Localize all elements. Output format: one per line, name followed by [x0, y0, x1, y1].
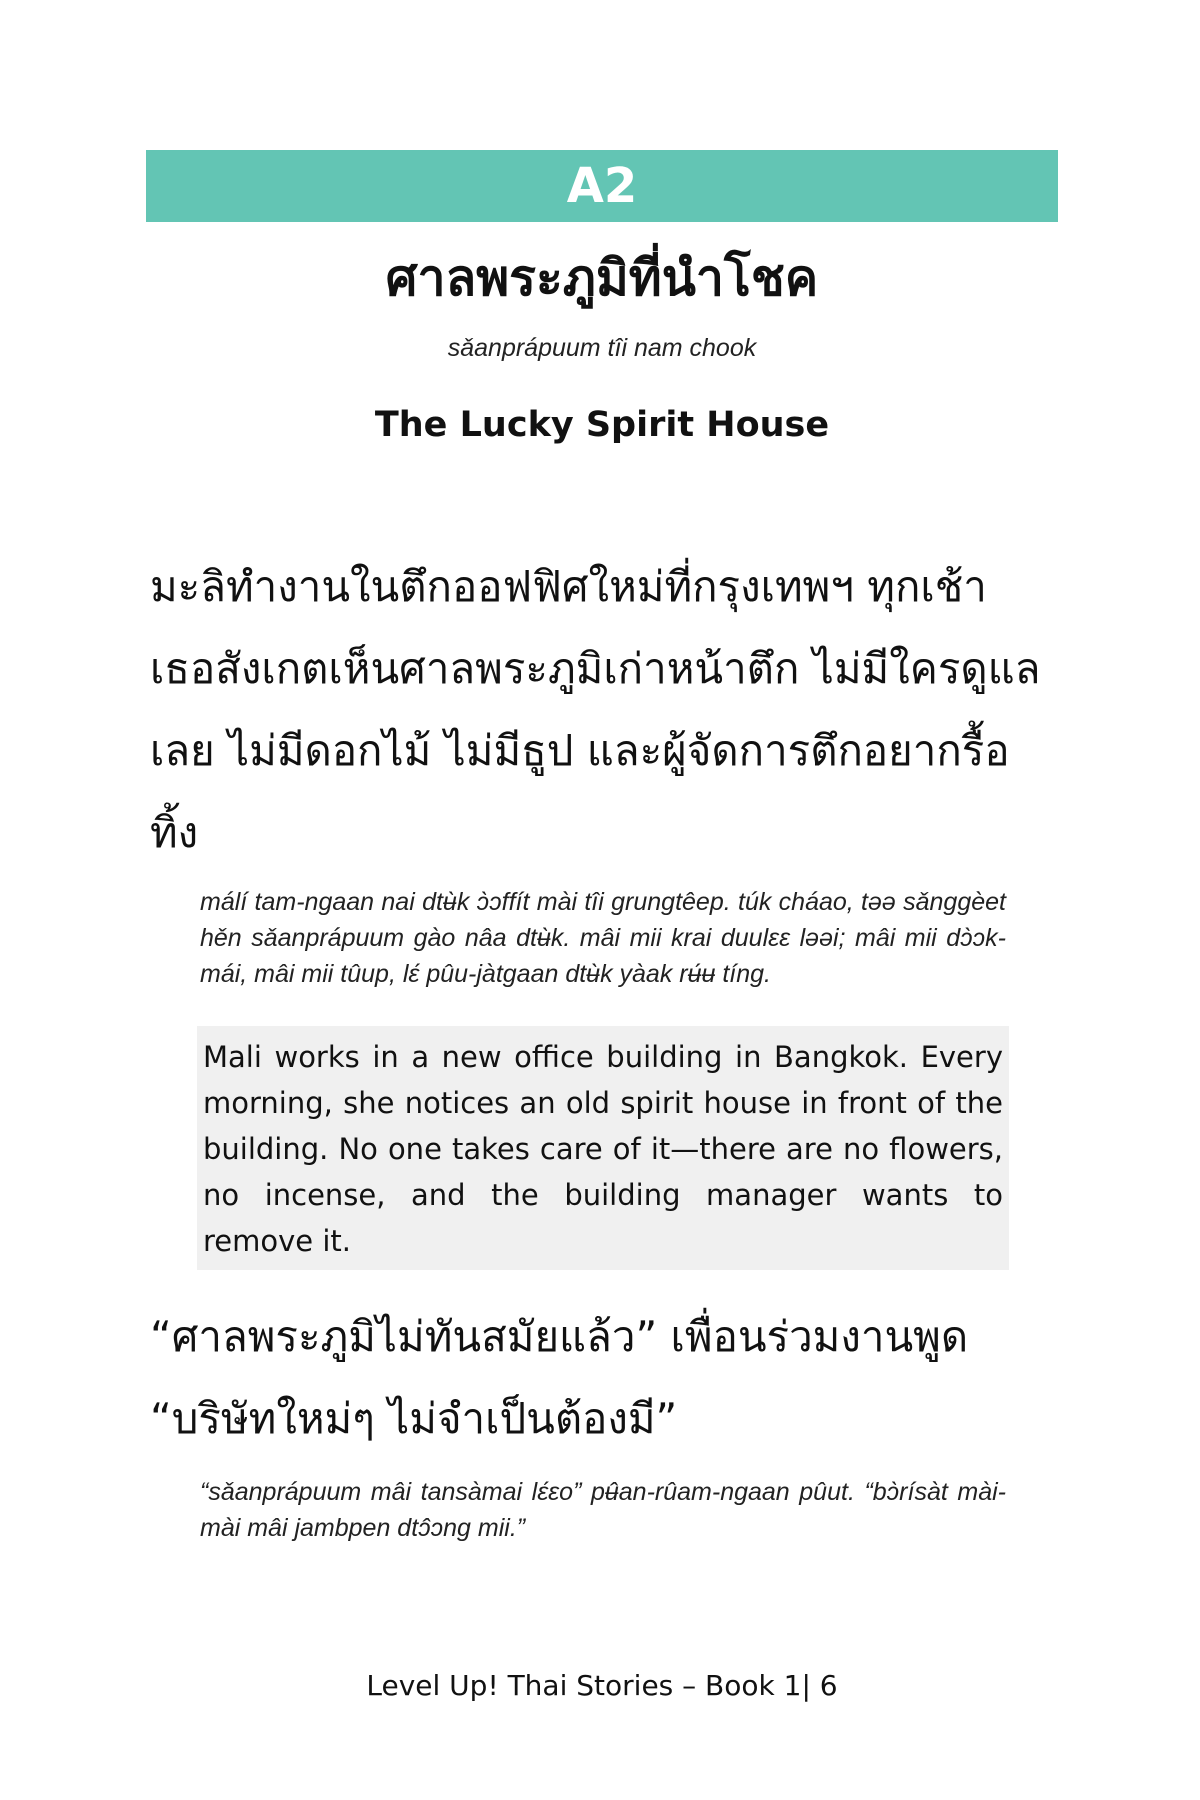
page-footer: Level Up! Thai Stories – Book 1| 6	[366, 1669, 838, 1702]
english-translation-box	[197, 1026, 1009, 1270]
romanization-paragraph-1: málí tam-ngaan nai dtʉ̀k ɔ̀ɔffít mài tîi grungtêep. túk cháao, təə sǎnggèet hěn sǎanprápuum gào nâa dtʉ̀k. mâi mii krai duulɛɛ ləəi; mâi mii dɔ̀ɔk-mái, mâi mii tûup, lɛ́ pûu-jàtgaan dtʉ̀k yàak rʉ́ʉ tíng.	[200, 888, 1006, 988]
thai-paragraph-1: มะลิทำงานในตึกออฟฟิศใหม่ที่กรุงเทพฯ ทุกเช้า เธอสังเกตเห็นศาลพระภูมิเก่าหน้าตึก ไม่มีใครดูแล เลย ไม่มีดอกไม้ ไม่มีธูป และผู้จัดการตึกอยากรื้อทิ้ง	[150, 562, 1041, 857]
english-translation-1: Mali works in a new office building in Bangkok. Every morning, she notices an old spirit house in front of the building. No one takes care of it—there are no flowers, no incense, and the building manager wants to remove it.	[203, 1040, 1003, 1258]
level-label: A2	[566, 158, 638, 214]
thai-paragraph-2: “ศาลพระภูมิไม่ทันสมัยแล้ว” เพื่อนร่วมงานพูด “บริษัทใหม่ๆ ไม่จำเป็นต้องมี”	[150, 1312, 969, 1443]
story-title-thai: ศาลพระภูมิที่นำโชค	[385, 249, 819, 307]
story-title-english: The Lucky Spirit House	[374, 405, 830, 445]
level-banner	[146, 150, 1058, 222]
story-title-romanization: sǎanprápuum tîi nam chook	[447, 334, 757, 362]
romanization-paragraph-2: “sǎanprápuum mâi tansàmai lɛ́ɛo” pʉ̂an-rûam-ngaan pûut. “bɔ̀rísàt mài-mài mâi jambpen dtɔ̂ɔng mii.”	[200, 1478, 1006, 1542]
